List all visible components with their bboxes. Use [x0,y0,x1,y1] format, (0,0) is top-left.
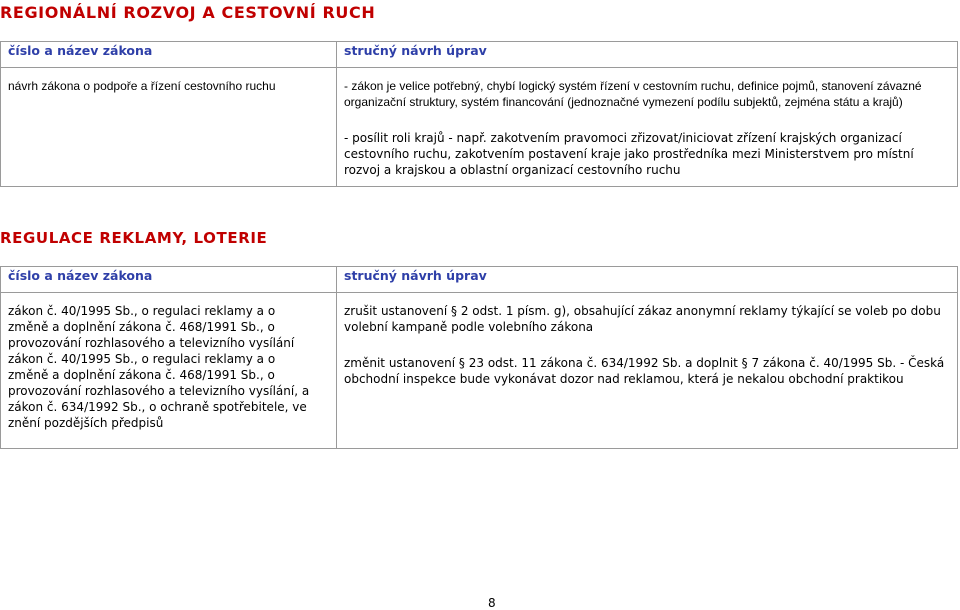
table-header-row [1,42,958,68]
proposal-cell [337,68,958,187]
table-row [1,293,958,449]
proposal-paragraph: - zákon je velice potřebný, chybí logický systém řízení v cestovním ruchu, definice pojmů, stanovení závazné organizační struktury, systém financování (jednoznačné vymezení podílu subjektů, zejména státu a krajů) [344,79,922,109]
header-proposal: stručný návrh úprav [337,42,958,68]
advertising-table [0,266,958,449]
proposal-paragraph: - posílit roli krajů - např. zakotvením pravomoci zřizovat/iniciovat zřízení krajských organizací cestovního ruchu, zakotvením postavení kraje jako prostředníka mezi Ministerstvem pro místní rozvoj a krajskou a oblastní organizací cestovního ruchu [344,131,914,177]
law-name-paragraph: zákon č. 40/1995 Sb., o regulaci reklamy a o změně a doplnění zákona č. 468/1991 Sb., o provozování rozhlasového a televizního vysílání [8,304,295,350]
table-row [1,68,958,187]
header-proposal: stručný návrh úprav [337,267,958,293]
proposal-paragraph: změnit ustanovení § 23 odst. 11 zákona č. 634/1992 Sb. a doplnit § 7 zákona č. 40/1995 Sb. - Česká obchodní inspekce bude vykonávat dozor nad reklamou, která je nekalou obchodní praktikou [344,356,945,386]
section-title-regional: REGIONÁLNÍ ROZVOJ A CESTOVNÍ RUCH [0,3,376,22]
regional-table [0,41,958,187]
header-law-name: číslo a název zákona [1,267,337,293]
proposal-paragraph: zrušit ustanovení § 2 odst. 1 písm. g), obsahující zákaz anonymní reklamy týkající se voleb po dobu volební kampaně podle volebního zákona [344,304,941,334]
law-name-paragraph: zákon č. 40/1995 Sb., o regulaci reklamy a o změně a doplnění zákona č. 468/1991 Sb., o provozování rozhlasového a televizního vysílání, a zákon č. 634/1992 Sb., o ochraně spotřebitele, ve znění pozdějších předpisů [8,352,310,430]
header-law-name: číslo a název zákona [1,42,337,68]
table-header-row [1,267,958,293]
law-name-cell: návrh zákona o podpoře a řízení cestovního ruchu [1,68,337,187]
section-title-advertising: REGULACE REKLAMY, LOTERIE [0,229,268,247]
proposal-cell [337,293,958,449]
law-name-cell [1,293,337,449]
page-number: 8 [488,596,496,610]
